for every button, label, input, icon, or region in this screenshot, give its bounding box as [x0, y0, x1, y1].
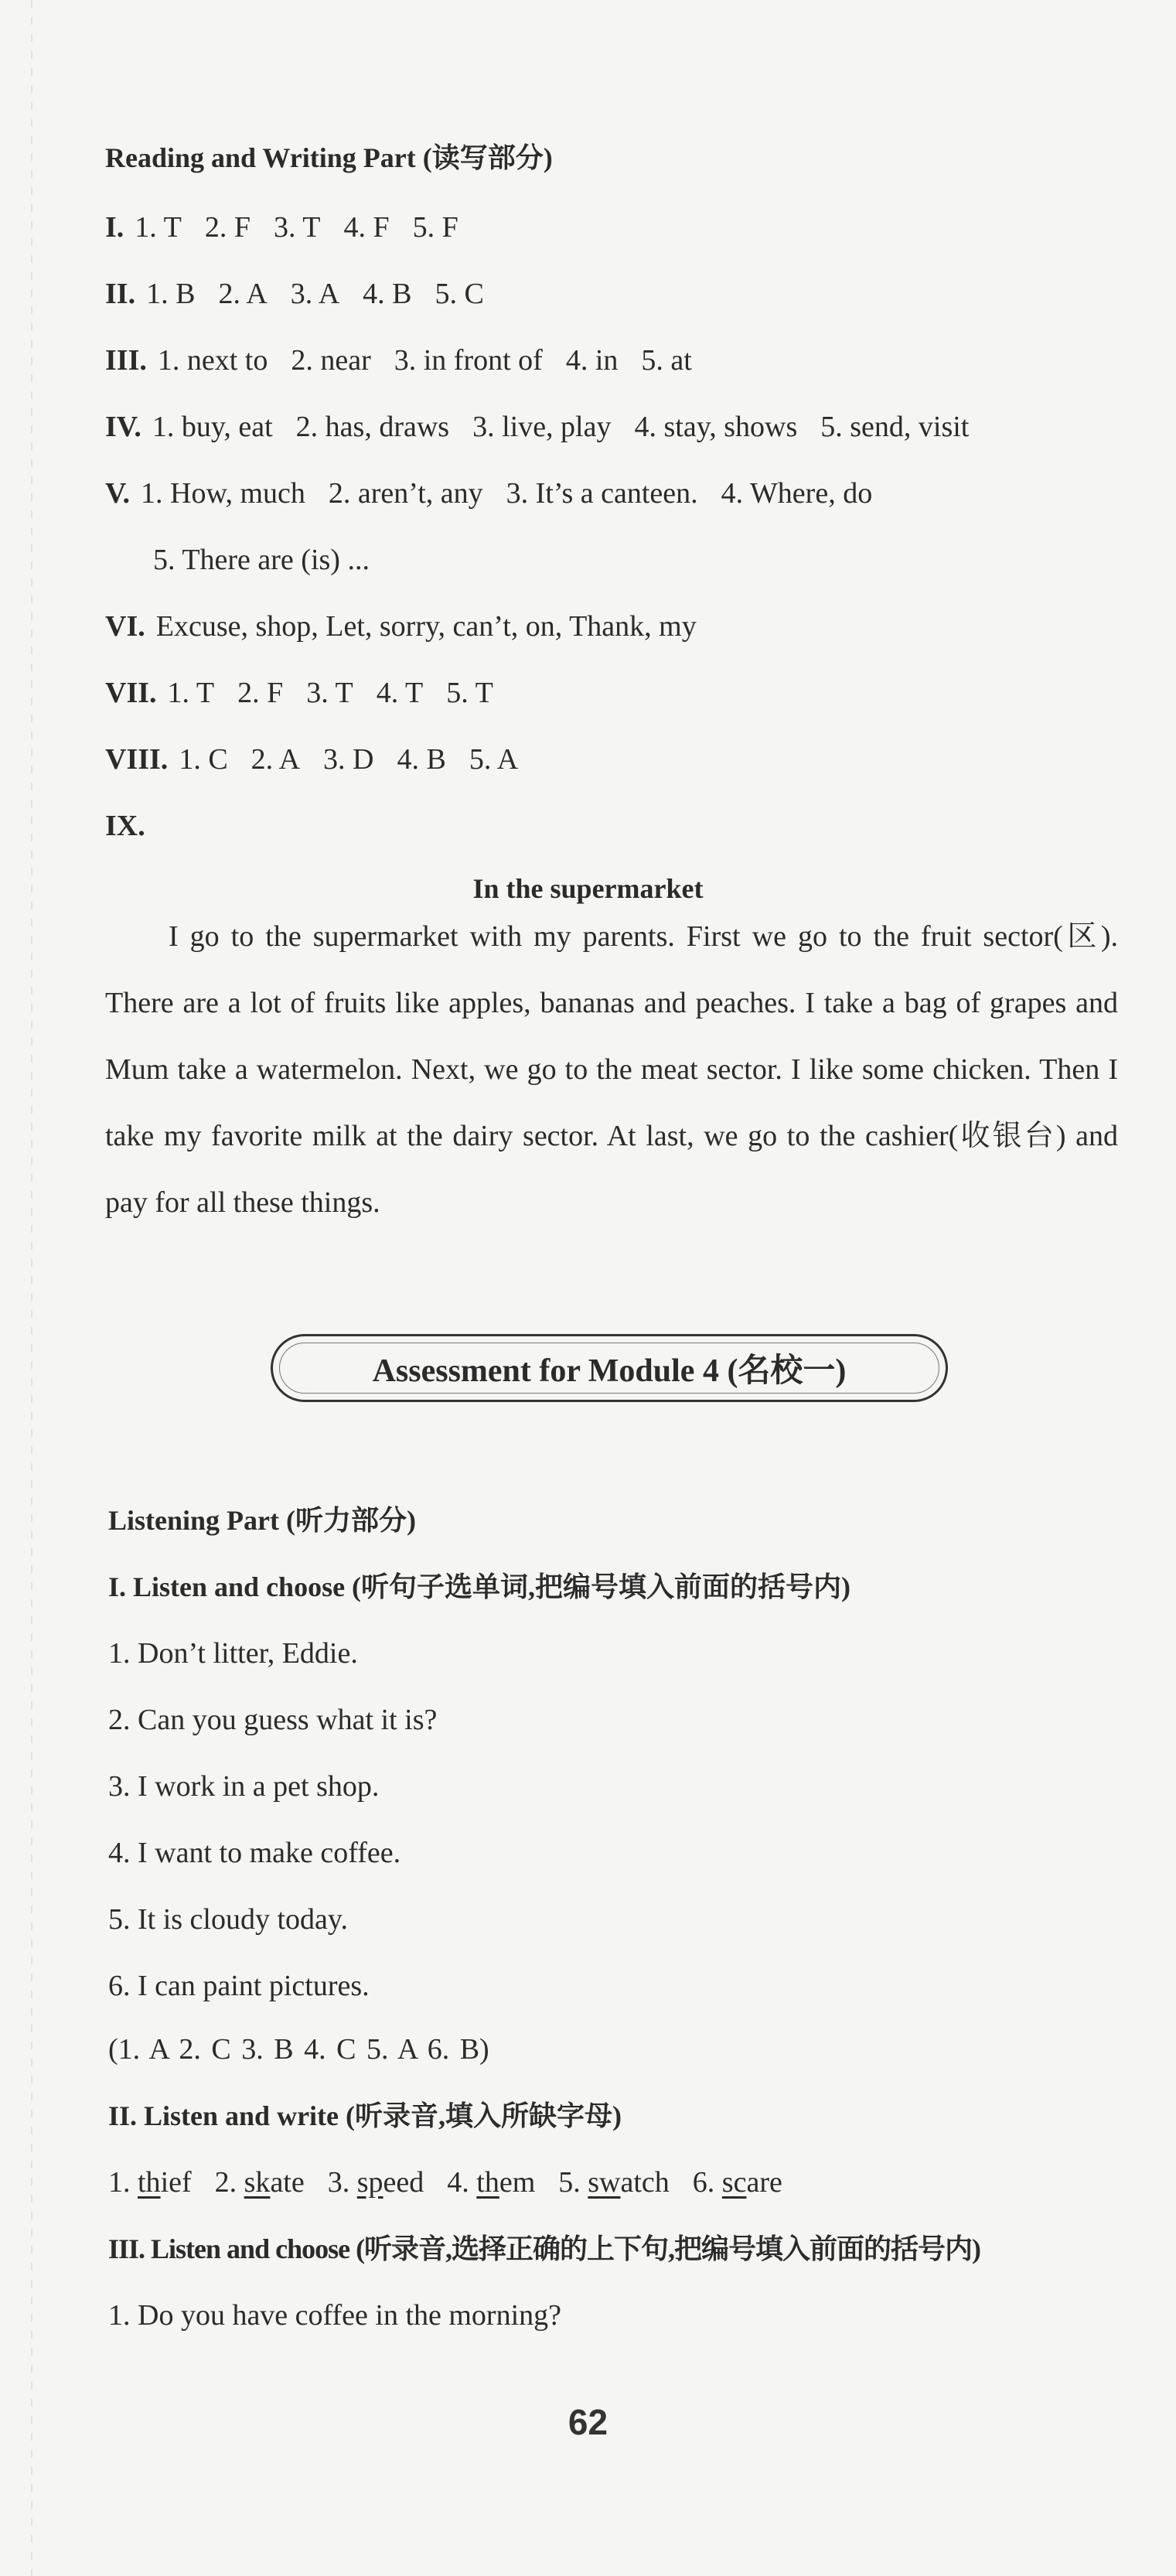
answer-item: 5. at — [641, 344, 692, 377]
answer-row — [105, 342, 692, 379]
answer-item: 2. F — [237, 677, 284, 709]
answer-item: 5. There are (is) ... — [153, 544, 370, 576]
answer-row — [105, 741, 518, 778]
module-banner — [271, 1334, 948, 1402]
answer-row — [105, 807, 156, 844]
answer-item: 4. Where, do — [721, 477, 873, 510]
answer-row — [105, 674, 493, 711]
row-number: I. — [105, 211, 124, 244]
answer-row — [105, 209, 458, 246]
listening-sentence: 1. Don’t litter, Eddie. — [108, 1637, 358, 1670]
underlined-letters: sc — [721, 2166, 747, 2199]
answer-item: 2. has, draws — [295, 411, 450, 443]
listening-sentence: 5. It is cloudy today. — [108, 1903, 348, 1936]
answer-item: 1. T — [135, 211, 182, 244]
filled-word — [693, 2166, 782, 2199]
answer-item: 1. T — [167, 677, 215, 709]
essay-paragraph: I go to the supermarket with my parents. First we go to the fruit sector(区). There are a lot of fruits like apples, bananas and peaches. I take a bag of grapes and Mum take a watermelon. Next, we go to the meat sector. I like some chicken. Then I take my favorite milk at the dairy sector. At last, we go to the cashier(收银台) and pay for all these things. — [105, 920, 1118, 1219]
word-rest: ate — [270, 2166, 305, 2199]
page-number: 62 — [568, 2402, 608, 2442]
answer-item: 1. next to — [157, 344, 268, 377]
answer-item: 2. near — [291, 344, 371, 377]
answer-item: 2. F — [204, 211, 251, 244]
word-rest: ief — [160, 2166, 192, 2199]
underlined-letters: sp — [356, 2166, 383, 2199]
answer-item: 3. in front of — [394, 344, 543, 377]
answer-item: Excuse, shop, Let, sorry, can’t, on, Thank, my — [155, 610, 697, 643]
word-rest: eed — [383, 2166, 424, 2199]
filled-word — [558, 2166, 670, 2199]
underlined-letters: sk — [244, 2166, 271, 2199]
answer-row — [105, 275, 484, 312]
listening-sentence: 6. I can paint pictures. — [108, 1970, 370, 2002]
answer-item: 2. A — [251, 743, 301, 776]
underlined-letters: th — [476, 2166, 499, 2199]
answer-item: 4. stay, shows — [634, 411, 798, 443]
answer-row — [105, 475, 872, 512]
word-rest: are — [746, 2166, 782, 2199]
row-number: VII. — [105, 677, 157, 709]
row-number: II. — [105, 278, 136, 310]
answer-item: 4. B — [397, 743, 446, 776]
answer-item: 4. F — [343, 211, 390, 244]
part-title-listen-choose-sentences: III. Listen and choose (听录音,选择正确的上下句,把编号填入前面的括号内) — [108, 2233, 981, 2264]
part1-answers: (1. A 2. C 3. B 4. C 5. A 6. B) — [108, 2033, 489, 2066]
row-number: III. — [105, 344, 147, 377]
filled-word — [215, 2166, 305, 2199]
answer-item: 5. T — [446, 677, 493, 709]
filled-word — [447, 2166, 535, 2199]
answer-item: 3. A — [290, 278, 340, 310]
section-heading-listening: Listening Part (听力部分) — [108, 1505, 416, 1536]
answer-item: 3. T — [306, 677, 353, 709]
listening-sentence: 4. I want to make coffee. — [108, 1837, 401, 1869]
banner-title: Assessment for Module 4 (名校一) — [372, 1353, 847, 1389]
answer-row — [105, 408, 969, 445]
filled-word — [108, 2166, 192, 2199]
answer-item: 2. A — [218, 278, 268, 310]
word-number: 6. — [692, 2166, 715, 2199]
answer-item: 4. in — [565, 344, 619, 377]
row-number: IV. — [105, 411, 141, 443]
underlined-letters: sw — [588, 2166, 621, 2199]
word-number: 3. — [327, 2166, 350, 2199]
row-number: V. — [105, 477, 131, 510]
part2-words-row — [108, 2164, 782, 2201]
word-rest: atch — [620, 2166, 670, 2199]
answer-row — [105, 608, 697, 645]
row-number: IX. — [105, 810, 145, 842]
word-number: 2. — [214, 2166, 237, 2199]
essay-title: In the supermarket — [472, 873, 704, 904]
section-heading-reading-writing: Reading and Writing Part (读写部分) — [105, 142, 553, 173]
answer-row — [153, 541, 370, 578]
underlined-letters: th — [138, 2166, 161, 2199]
answer-item: 3. T — [273, 211, 321, 244]
answer-item: 5. send, visit — [820, 411, 970, 443]
word-number: 1. — [108, 2166, 131, 2199]
word-number: 5. — [558, 2166, 581, 2199]
row-number: VIII. — [105, 743, 169, 776]
answer-item: 3. D — [323, 743, 374, 776]
filled-word — [328, 2166, 424, 2199]
part3-item: 1. Do you have coffee in the morning? — [108, 2299, 562, 2332]
answer-item: 4. B — [363, 278, 412, 310]
answer-item: 2. aren’t, any — [328, 477, 483, 510]
listening-sentence: 3. I work in a pet shop. — [108, 1770, 380, 1803]
answer-item: 5. F — [412, 211, 458, 244]
word-number: 4. — [447, 2166, 469, 2199]
part-title-listen-choose: I. Listen and choose (听句子选单词,把编号填入前面的括号内) — [108, 1571, 851, 1602]
answer-item: 1. C — [179, 743, 228, 776]
answer-item: 1. B — [146, 278, 196, 310]
answer-item: 4. T — [376, 677, 424, 709]
answer-item: 5. C — [435, 278, 484, 310]
listening-sentence: 2. Can you guess what it is? — [108, 1704, 438, 1736]
answer-item: 1. How, much — [141, 477, 305, 510]
binding-margin-dots — [31, 0, 32, 2576]
answer-item: 3. live, play — [472, 411, 612, 443]
answer-item: 5. A — [469, 743, 519, 776]
row-number: VI. — [105, 610, 145, 643]
answer-item: 1. buy, eat — [152, 411, 273, 443]
answer-item: 3. It’s a canteen. — [506, 477, 698, 510]
word-rest: em — [499, 2166, 536, 2199]
part-title-listen-write: II. Listen and write (听录音,填入所缺字母) — [108, 2100, 622, 2131]
